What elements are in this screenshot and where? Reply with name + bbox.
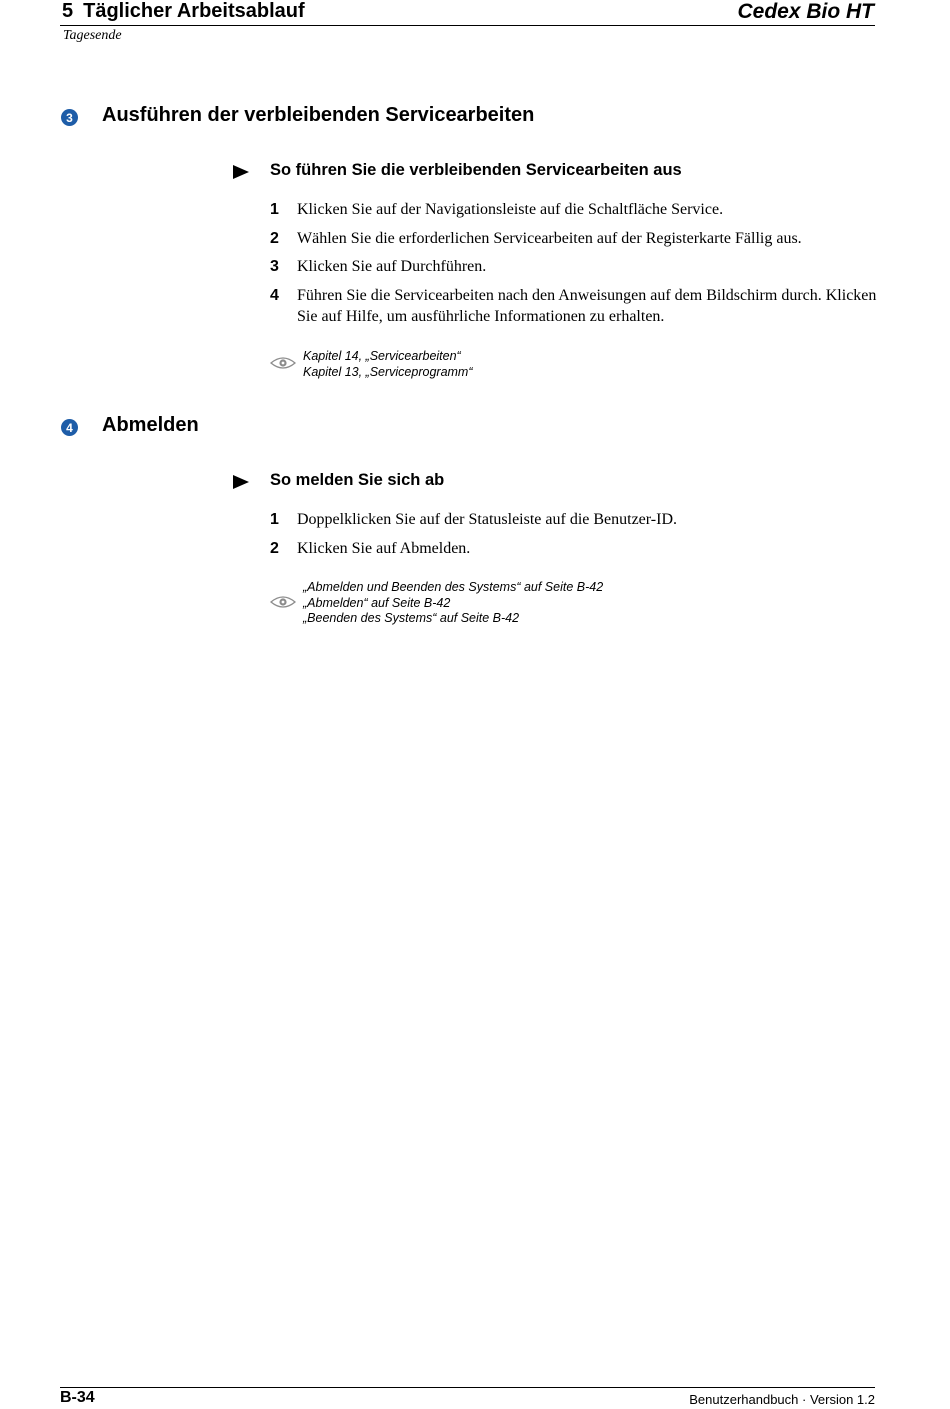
step-text: Klicken Sie auf der Navigationsleiste auf die Schaltfläche Service. (297, 201, 724, 218)
step-number: 3 (270, 258, 279, 275)
header-rule (60, 25, 875, 26)
list-item (270, 256, 890, 277)
step-number: 2 (270, 229, 279, 247)
footer-rule (60, 1387, 875, 1388)
step-list (270, 509, 890, 566)
step-number: 2 (270, 539, 279, 557)
section-badge: 4 (61, 419, 78, 436)
step-text: Klicken Sie auf Abmelden. (297, 539, 471, 557)
reference-link[interactable]: Kapitel 13, „Serviceprogramm“ (303, 364, 473, 379)
list-item (270, 509, 890, 530)
list-item (270, 228, 890, 249)
eye-icon (270, 595, 296, 609)
section-badge: 3 (61, 109, 78, 126)
chapter-heading (62, 0, 305, 23)
product-name: Cedex Bio HT (737, 0, 874, 23)
procedure-arrow-icon (233, 165, 249, 179)
chapter-title: Täglicher Arbeitsablauf (83, 0, 305, 22)
step-number: 1 (270, 511, 279, 528)
step-number: 1 (270, 201, 279, 218)
step-text: Wählen Sie die erforderlichen Servicearbeiten auf der Registerkarte Fällig aus. (297, 229, 802, 247)
subsection-title: Tagesende (63, 28, 122, 43)
step-list (270, 199, 890, 334)
step-text: Klicken Sie auf Durchführen. (297, 258, 487, 275)
reference-list (303, 349, 473, 380)
step-text: Führen Sie die Servicearbeiten nach den Anweisungen auf dem Bildschirm durch. Klicken Sie auf Hilfe, um ausführliche Informationen zu erhalten. (297, 286, 877, 325)
document-version: Benutzerhandbuch · Version 1.2 (689, 1392, 875, 1407)
step-number: 4 (270, 286, 279, 304)
section-title: Abmelden (102, 414, 199, 436)
reference-list (303, 580, 603, 627)
procedure-title: So melden Sie sich ab (270, 471, 445, 489)
procedure-arrow-icon (233, 475, 249, 489)
list-item (270, 285, 890, 327)
reference-link[interactable]: „Abmelden“ auf Seite B-42 (303, 595, 451, 610)
reference-link[interactable]: „Abmelden und Beenden des Systems“ auf Seite B-42 (303, 580, 604, 594)
eye-icon (270, 356, 296, 370)
reference-link[interactable]: „Beenden des Systems“ auf Seite B-42 (303, 611, 520, 625)
section-title: Ausführen der verbleibenden Servicearbeiten (102, 104, 535, 126)
reference-link[interactable]: Kapitel 14, „Servicearbeiten“ (303, 349, 461, 363)
procedure-title: So führen Sie die verbleibenden Servicearbeiten aus (270, 161, 682, 179)
page-number: B-34 (60, 1389, 95, 1406)
chapter-number: 5 (62, 0, 74, 22)
list-item (270, 199, 890, 220)
list-item (270, 538, 890, 559)
step-text: Doppelklicken Sie auf der Statusleiste auf die Benutzer-ID. (297, 511, 677, 528)
